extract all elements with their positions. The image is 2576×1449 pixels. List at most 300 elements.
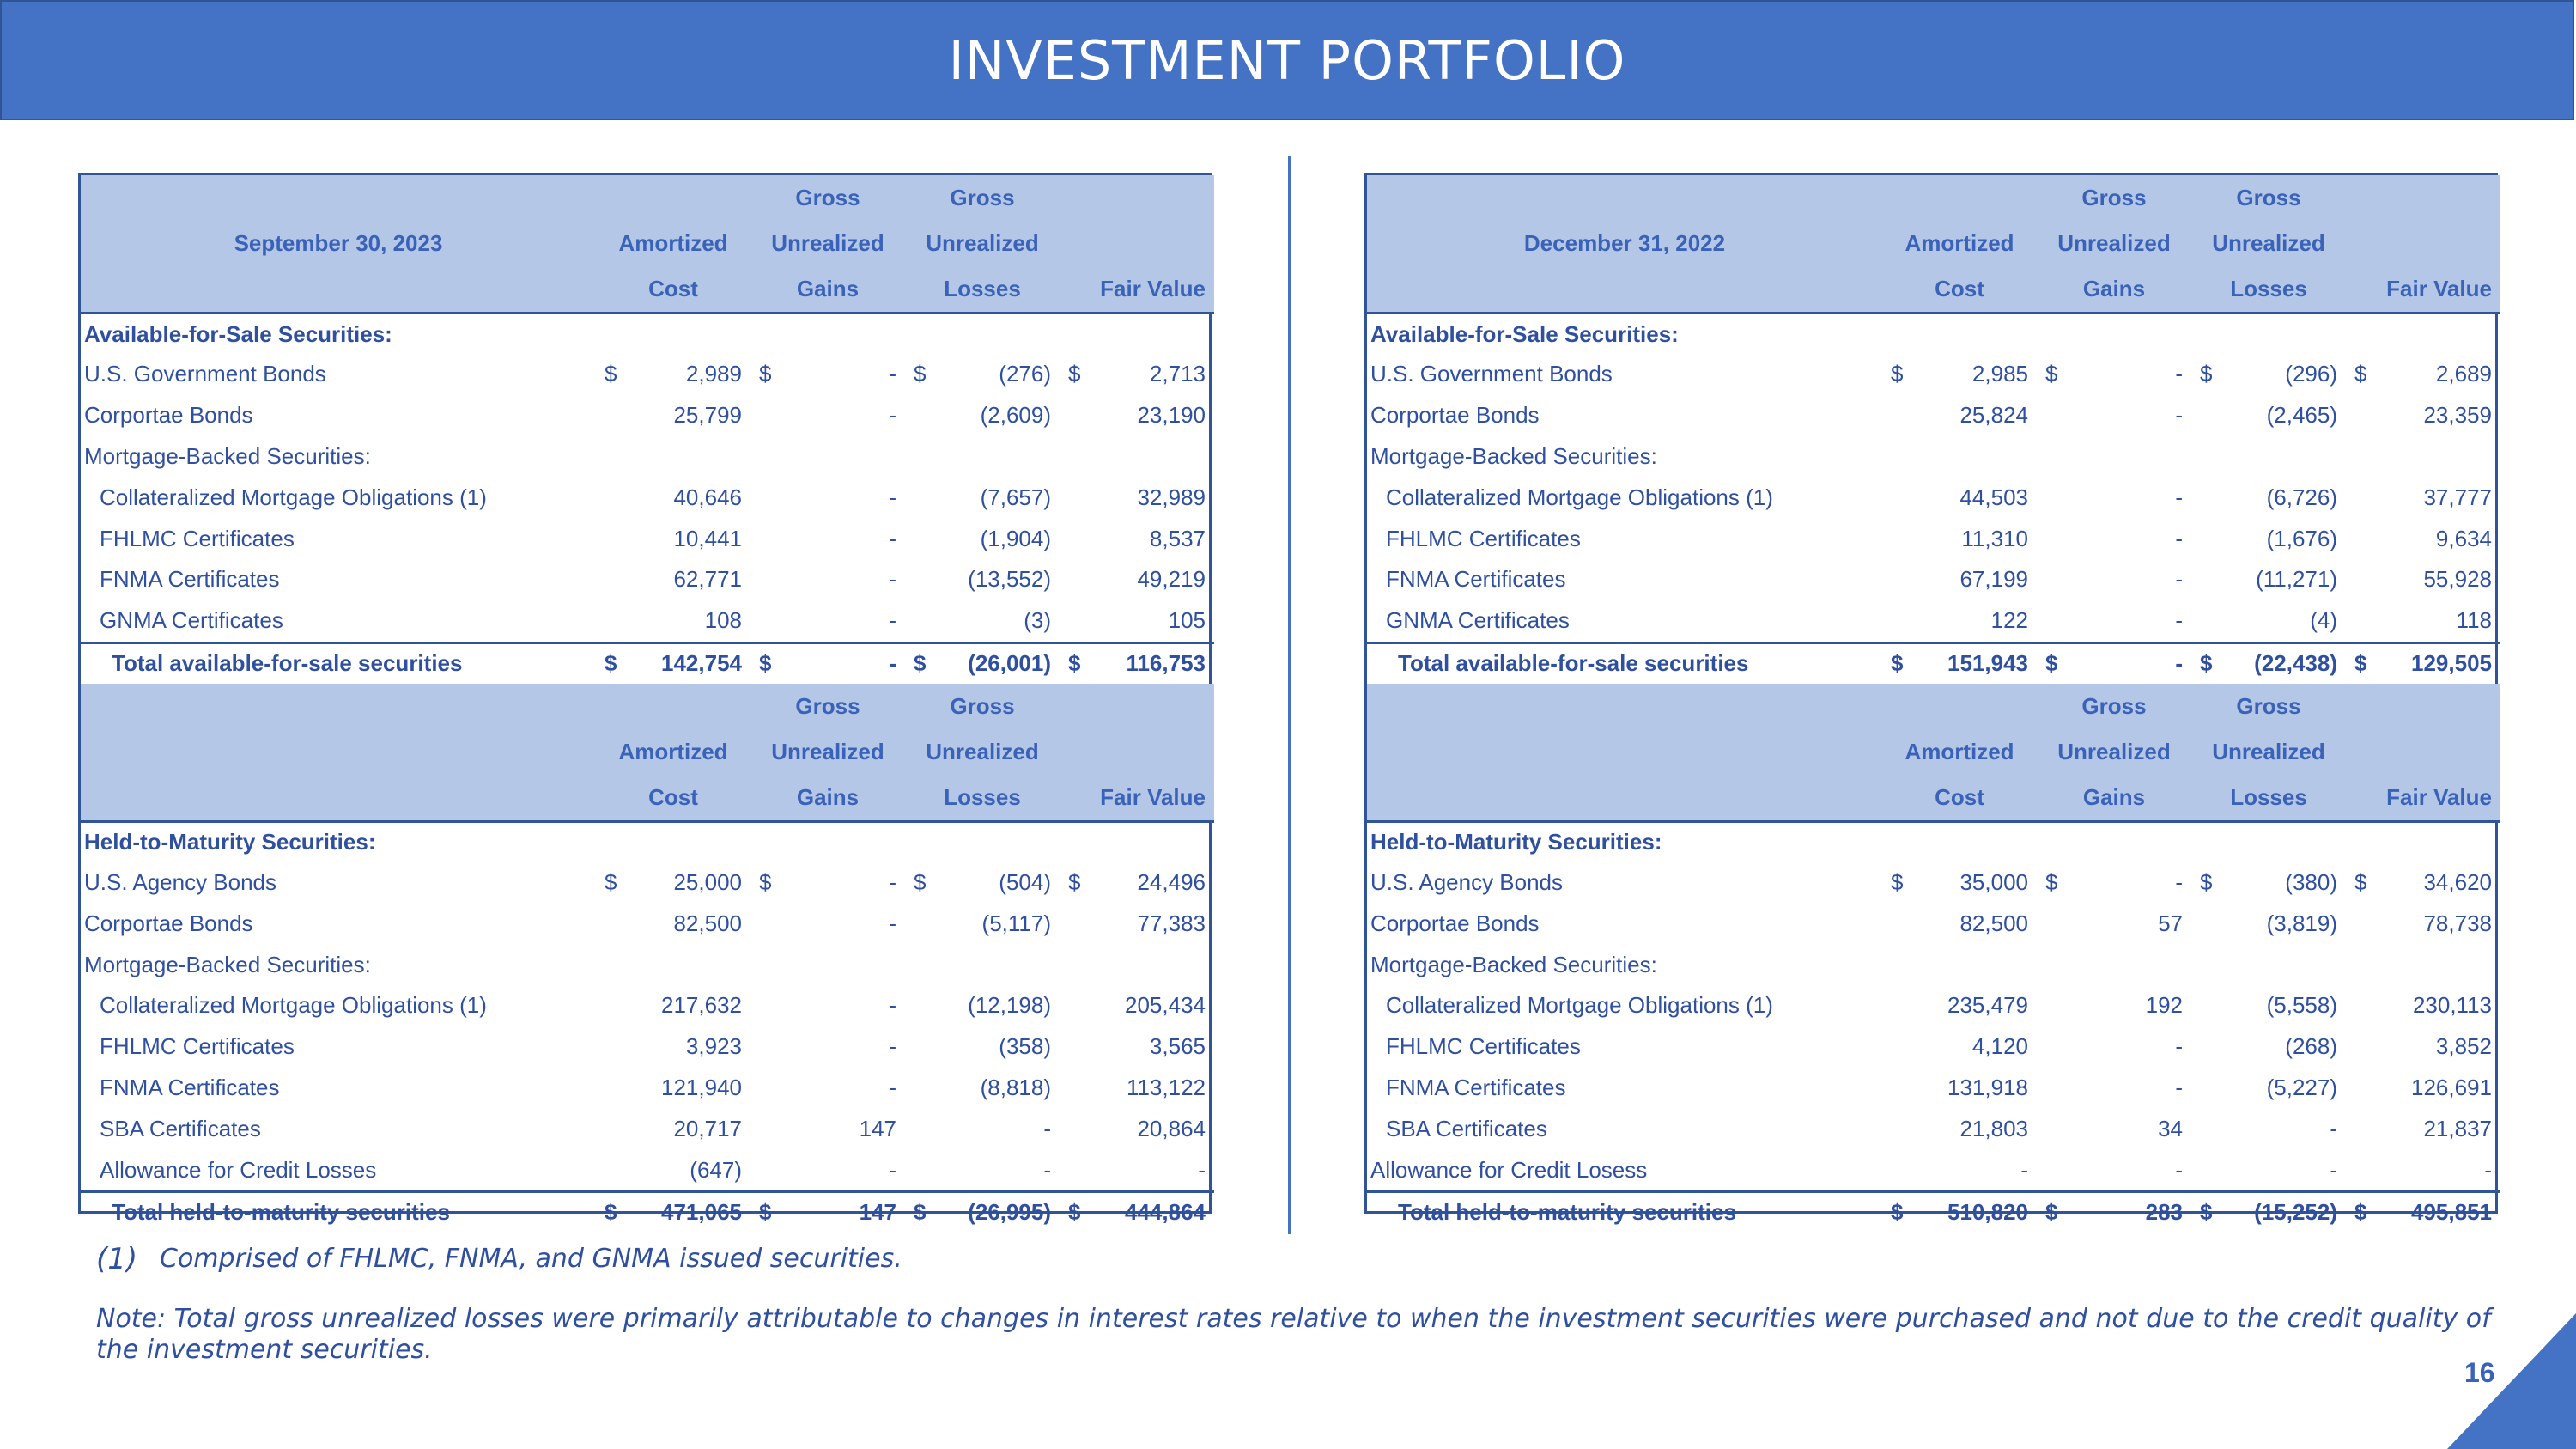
fair-value xyxy=(1060,985,1214,1026)
amortized-cost-value: 4,120 xyxy=(1971,1033,2028,1060)
section-heading: Available-for-Sale Securities: xyxy=(1370,320,1679,347)
unrealized-gains-value: - xyxy=(889,361,896,387)
row-label: GNMA Certificates xyxy=(100,607,283,634)
table-december-2022 xyxy=(1364,173,2498,1226)
fair-value xyxy=(1060,559,1214,600)
unrealized-gains xyxy=(2037,862,2191,904)
unrealized-gains xyxy=(750,518,905,559)
fair-value-value: 230,113 xyxy=(2412,992,2492,1019)
dollar-sign: $ xyxy=(759,1199,772,1226)
table-row xyxy=(81,559,1214,600)
unrealized-losses xyxy=(905,1108,1060,1149)
column-header xyxy=(1882,684,2037,729)
total-unrealized-losses xyxy=(905,1191,1060,1233)
amortized-cost xyxy=(1882,985,2037,1026)
unrealized-losses xyxy=(905,903,1060,944)
amortized-cost-value: 62,771 xyxy=(673,566,742,593)
row-label: Mortgage-Backed Securities: xyxy=(1370,442,1657,469)
column-header: Amortized xyxy=(1882,729,2037,775)
unrealized-gains xyxy=(2037,1108,2191,1149)
row-label: Collateralized Mortgage Obligations (1) xyxy=(100,484,487,510)
unrealized-gains xyxy=(2037,1068,2191,1109)
table-row xyxy=(1367,1026,2500,1068)
fair-value xyxy=(2346,436,2500,478)
fair-value xyxy=(2346,985,2500,1026)
unrealized-gains-value: - xyxy=(2175,484,2183,510)
amortized-cost xyxy=(596,600,750,642)
column-header xyxy=(2346,221,2500,266)
total-unrealized-losses xyxy=(905,642,1060,684)
dollar-sign: $ xyxy=(2045,1199,2058,1226)
unrealized-gains xyxy=(2037,1026,2191,1068)
unrealized-losses xyxy=(2191,600,2346,642)
total-label: Total available-for-sale securities xyxy=(81,642,596,684)
column-header: Losses xyxy=(2191,775,2346,822)
unrealized-gains-value: - xyxy=(889,607,896,634)
row-label: FHLMC Certificates xyxy=(1386,1033,1581,1060)
total-unrealized-losses-value: (15,252) xyxy=(2254,1199,2337,1226)
column-header: Gross xyxy=(750,175,905,221)
table-row xyxy=(1367,862,2500,904)
column-header: Unrealized xyxy=(905,729,1060,775)
total-row xyxy=(81,642,1214,684)
row-label: Collateralized Mortgage Obligations (1) xyxy=(1386,992,1773,1019)
amortized-cost-value: 108 xyxy=(704,607,742,634)
unrealized-losses xyxy=(905,862,1060,904)
unrealized-losses xyxy=(2191,903,2346,944)
unrealized-gains xyxy=(750,395,905,436)
header-label-cell xyxy=(81,729,596,775)
column-header xyxy=(2346,684,2500,729)
amortized-cost-value: 3,923 xyxy=(685,1033,742,1060)
column-header: Unrealized xyxy=(750,729,905,775)
row-label: Corportae Bonds xyxy=(1370,910,1540,936)
amortized-cost xyxy=(596,354,750,395)
unrealized-losses-value: (1,676) xyxy=(2266,525,2337,551)
fair-value-value: 2,713 xyxy=(1149,361,1206,387)
unrealized-losses-value: (358) xyxy=(999,1033,1051,1060)
dollar-sign: $ xyxy=(2200,361,2213,387)
unrealized-gains-value: 57 xyxy=(2158,910,2183,936)
fair-value-value: 23,190 xyxy=(1137,402,1206,429)
amortized-cost-value: 131,918 xyxy=(1947,1074,2028,1100)
fair-value-value: - xyxy=(1198,1156,1206,1183)
total-unrealized-gains xyxy=(2037,1191,2191,1233)
unrealized-losses xyxy=(905,395,1060,436)
table-row xyxy=(1367,903,2500,944)
unrealized-losses xyxy=(2191,518,2346,559)
row-label: GNMA Certificates xyxy=(1386,607,1570,634)
unrealized-losses-value: - xyxy=(1043,1156,1051,1183)
total-fair-value xyxy=(2346,642,2500,684)
fair-value-value: 9,634 xyxy=(2435,525,2492,551)
fair-value xyxy=(2346,944,2500,985)
unrealized-gains-value: - xyxy=(2175,402,2183,429)
unrealized-losses xyxy=(2191,985,2346,1026)
unrealized-losses xyxy=(905,944,1060,985)
fair-value-value: 37,777 xyxy=(2423,484,2492,510)
unrealized-gains xyxy=(2037,477,2191,518)
total-label: Total available-for-sale securities xyxy=(1367,642,1882,684)
amortized-cost-value: - xyxy=(2020,1156,2028,1183)
fair-value xyxy=(1060,1026,1214,1068)
dollar-sign: $ xyxy=(2354,868,2367,895)
dollar-sign: $ xyxy=(2045,650,2058,677)
fair-value xyxy=(2346,862,2500,904)
fair-value xyxy=(1060,862,1214,904)
table-row xyxy=(1367,1108,2500,1149)
unrealized-gains xyxy=(2037,903,2191,944)
unrealized-gains xyxy=(2037,354,2191,395)
unrealized-losses xyxy=(905,354,1060,395)
total-fair-value-value: 495,851 xyxy=(2411,1199,2492,1226)
unrealized-gains xyxy=(750,559,905,600)
column-header: Losses xyxy=(2191,266,2346,314)
unrealized-gains-value: 192 xyxy=(2145,992,2183,1019)
dollar-sign: $ xyxy=(914,868,927,895)
total-amortized-cost-value: 471,065 xyxy=(661,1199,742,1226)
column-header: Amortized xyxy=(1882,221,2037,266)
row-label: FNMA Certificates xyxy=(1386,1074,1566,1100)
unrealized-gains xyxy=(750,436,905,478)
amortized-cost xyxy=(1882,395,2037,436)
dollar-sign: $ xyxy=(2045,868,2058,895)
dollar-sign: $ xyxy=(1891,868,1904,895)
amortized-cost-value: 21,803 xyxy=(1959,1115,2028,1142)
amortized-cost-value: 25,824 xyxy=(1959,402,2028,429)
unrealized-losses-value: (5,558) xyxy=(2266,992,2337,1019)
dollar-sign: $ xyxy=(914,650,927,677)
row-label: Corportae Bonds xyxy=(84,910,253,936)
total-unrealized-losses-value: (26,995) xyxy=(968,1199,1051,1226)
row-label: Allowance for Credit Losses xyxy=(100,1156,377,1183)
total-unrealized-gains-value: - xyxy=(2175,650,2183,677)
column-header xyxy=(1060,221,1214,266)
page-title: INVESTMENT PORTFOLIO xyxy=(948,28,1626,92)
column-header xyxy=(2346,175,2500,221)
amortized-cost xyxy=(596,477,750,518)
unrealized-gains-value: - xyxy=(889,1074,896,1100)
fair-value xyxy=(1060,600,1214,642)
dollar-sign: $ xyxy=(2354,361,2367,387)
unrealized-losses xyxy=(2191,559,2346,600)
column-header xyxy=(1060,175,1214,221)
unrealized-losses-value: (1,904) xyxy=(980,525,1051,551)
fair-value xyxy=(2346,559,2500,600)
amortized-cost xyxy=(1882,903,2037,944)
unrealized-losses xyxy=(2191,1026,2346,1068)
unrealized-losses-value: (5,227) xyxy=(2266,1074,2337,1100)
header-label-cell xyxy=(81,684,596,729)
unrealized-gains-value: - xyxy=(889,1033,896,1060)
table-row xyxy=(1367,559,2500,600)
unrealized-gains xyxy=(2037,518,2191,559)
total-unrealized-losses-value: (26,001) xyxy=(968,650,1051,677)
column-header: Cost xyxy=(596,266,750,314)
table-row xyxy=(81,1108,1214,1149)
amortized-cost xyxy=(1882,477,2037,518)
fair-value xyxy=(1060,518,1214,559)
dollar-sign: $ xyxy=(605,361,617,387)
amortized-cost-value: 82,500 xyxy=(673,910,742,936)
fair-value xyxy=(1060,1068,1214,1109)
table-row xyxy=(81,862,1214,904)
section-heading: Held-to-Maturity Securities: xyxy=(1370,829,1662,855)
unrealized-losses-value: (268) xyxy=(2285,1033,2337,1060)
dollar-sign: $ xyxy=(605,1199,617,1226)
unrealized-gains xyxy=(750,354,905,395)
row-label: FHLMC Certificates xyxy=(1386,525,1581,551)
amortized-cost xyxy=(596,1149,750,1191)
amortized-cost-value: 235,479 xyxy=(1947,992,2028,1019)
amortized-cost-value: 44,503 xyxy=(1959,484,2028,510)
column-header: Amortized xyxy=(596,729,750,775)
column-header: Amortized xyxy=(596,221,750,266)
total-unrealized-losses xyxy=(2191,642,2346,684)
column-header: Unrealized xyxy=(2037,221,2191,266)
total-label: Total held-to-maturity securities xyxy=(1367,1191,1882,1233)
fair-value-value: 21,837 xyxy=(2423,1115,2492,1142)
amortized-cost-value: 122 xyxy=(1990,607,2028,634)
amortized-cost xyxy=(1882,862,2037,904)
unrealized-gains xyxy=(750,903,905,944)
table-row xyxy=(1367,436,2500,478)
table-row xyxy=(81,1026,1214,1068)
unrealized-gains-value: - xyxy=(889,868,896,895)
row-label: Mortgage-Backed Securities: xyxy=(1370,951,1657,977)
fair-value xyxy=(1060,1108,1214,1149)
unrealized-losses xyxy=(2191,1108,2346,1149)
column-header: Unrealized xyxy=(2191,729,2346,775)
fair-value xyxy=(1060,903,1214,944)
total-unrealized-gains xyxy=(750,1191,905,1233)
unrealized-losses xyxy=(905,436,1060,478)
column-header: Gains xyxy=(2037,775,2191,822)
fair-value xyxy=(2346,600,2500,642)
dollar-sign: $ xyxy=(759,868,772,895)
unrealized-losses-value: - xyxy=(2330,1115,2337,1142)
unrealized-gains xyxy=(2037,985,2191,1026)
table-row xyxy=(81,600,1214,642)
unrealized-gains-value: - xyxy=(889,992,896,1019)
unrealized-losses-value: (380) xyxy=(2285,868,2337,895)
amortized-cost xyxy=(1882,1026,2037,1068)
table-row xyxy=(81,1149,1214,1191)
table-row xyxy=(81,436,1214,478)
unrealized-losses-value: (5,117) xyxy=(981,910,1051,936)
fair-value-value: 113,122 xyxy=(1126,1074,1206,1100)
total-row xyxy=(81,1191,1214,1233)
header-label-cell xyxy=(1367,175,1882,221)
fair-value xyxy=(1060,1149,1214,1191)
total-fair-value-value: 444,864 xyxy=(1125,1199,1206,1226)
row-label: U.S. Government Bonds xyxy=(1370,361,1613,387)
total-amortized-cost-value: 142,754 xyxy=(661,650,742,677)
unrealized-gains xyxy=(750,944,905,985)
total-fair-value xyxy=(2346,1191,2500,1233)
fair-value xyxy=(1060,354,1214,395)
column-header: Losses xyxy=(905,266,1060,314)
footnote-text: Comprised of FHLMC, FNMA, and GNMA issued securities. xyxy=(160,1244,902,1274)
fair-value xyxy=(2346,354,2500,395)
header-label-cell xyxy=(1367,266,1882,314)
dollar-sign: $ xyxy=(759,361,772,387)
unrealized-losses xyxy=(905,518,1060,559)
dollar-sign: $ xyxy=(914,1199,927,1226)
fair-value xyxy=(2346,1149,2500,1191)
row-label: Mortgage-Backed Securities: xyxy=(84,951,371,977)
footnote-number: (1) xyxy=(96,1242,138,1276)
fair-value-value: 105 xyxy=(1168,607,1206,634)
header-label-cell: December 31, 2022 xyxy=(1367,221,1882,266)
fair-value-value: 126,691 xyxy=(2411,1074,2492,1100)
column-header: Fair Value xyxy=(1060,266,1214,314)
unrealized-gains xyxy=(2037,395,2191,436)
table-row xyxy=(1367,518,2500,559)
fair-value-value: 32,989 xyxy=(1137,484,1206,510)
unrealized-gains xyxy=(750,1026,905,1068)
unrealized-losses xyxy=(905,1149,1060,1191)
column-header: Fair Value xyxy=(2346,266,2500,314)
unrealized-gains-value: - xyxy=(2175,361,2183,387)
unrealized-losses-value: (504) xyxy=(999,868,1051,895)
unrealized-losses-value: (296) xyxy=(2285,361,2337,387)
header-label-cell xyxy=(81,175,596,221)
column-header: Cost xyxy=(596,775,750,822)
unrealized-gains xyxy=(750,1149,905,1191)
column-header: Unrealized xyxy=(2191,221,2346,266)
unrealized-losses xyxy=(2191,395,2346,436)
amortized-cost-value: 20,717 xyxy=(673,1115,742,1142)
unrealized-losses-value: (6,726) xyxy=(2266,484,2337,510)
dollar-sign: $ xyxy=(759,650,772,677)
fair-value xyxy=(1060,477,1214,518)
column-header: Fair Value xyxy=(1060,775,1214,822)
table-row xyxy=(1367,1149,2500,1191)
amortized-cost xyxy=(1882,354,2037,395)
unrealized-gains xyxy=(2037,600,2191,642)
dollar-sign: $ xyxy=(1068,650,1081,677)
unrealized-gains xyxy=(2037,1149,2191,1191)
column-header: Cost xyxy=(1882,266,2037,314)
total-amortized-cost xyxy=(596,1191,750,1233)
fair-value xyxy=(2346,1108,2500,1149)
unrealized-losses xyxy=(905,985,1060,1026)
amortized-cost-value: 11,310 xyxy=(1961,525,2028,551)
amortized-cost xyxy=(1882,518,2037,559)
column-header: Gross xyxy=(2191,684,2346,729)
total-fair-value-value: 116,753 xyxy=(1126,650,1206,677)
column-header: Fair Value xyxy=(2346,775,2500,822)
row-label: Collateralized Mortgage Obligations (1) xyxy=(100,992,487,1019)
unrealized-losses xyxy=(2191,436,2346,478)
row-label: FNMA Certificates xyxy=(100,1074,280,1100)
amortized-cost xyxy=(596,518,750,559)
amortized-cost-value: 2,989 xyxy=(685,361,742,387)
fair-value xyxy=(1060,944,1214,985)
unrealized-gains-value: - xyxy=(2175,1156,2183,1183)
column-header: Losses xyxy=(905,775,1060,822)
table-september-2023 xyxy=(78,173,1212,1226)
unrealized-losses-value: (13,552) xyxy=(968,566,1051,593)
amortized-cost xyxy=(596,985,750,1026)
unrealized-gains-value: - xyxy=(889,1156,896,1183)
amortized-cost xyxy=(596,862,750,904)
title-banner xyxy=(0,0,2574,120)
unrealized-losses-value: (11,271) xyxy=(2256,566,2337,593)
total-amortized-cost-value: 510,820 xyxy=(1947,1199,2028,1226)
table-row xyxy=(81,985,1214,1026)
unrealized-gains-value: - xyxy=(889,566,896,593)
fair-value xyxy=(2346,518,2500,559)
fair-value xyxy=(1060,436,1214,478)
column-header: Gross xyxy=(905,175,1060,221)
dollar-sign: $ xyxy=(2200,868,2213,895)
total-amortized-cost xyxy=(1882,642,2037,684)
fair-value-value: 78,738 xyxy=(2423,910,2492,936)
amortized-cost-value: 82,500 xyxy=(1959,910,2028,936)
fair-value-value: 3,852 xyxy=(2435,1033,2492,1060)
amortized-cost xyxy=(596,559,750,600)
row-label: FNMA Certificates xyxy=(100,566,280,593)
unrealized-losses-value: - xyxy=(2330,1156,2337,1183)
column-header: Gross xyxy=(2191,175,2346,221)
fair-value-value: 77,383 xyxy=(1137,910,1206,936)
table-row xyxy=(81,903,1214,944)
column-header: Unrealized xyxy=(750,221,905,266)
table-row xyxy=(1367,354,2500,395)
unrealized-losses xyxy=(2191,1068,2346,1109)
unrealized-gains-value: - xyxy=(889,910,896,936)
unrealized-losses xyxy=(905,1026,1060,1068)
column-header: Gross xyxy=(2037,175,2191,221)
column-header: Gains xyxy=(2037,266,2191,314)
section-heading: Held-to-Maturity Securities: xyxy=(84,829,376,855)
table-row xyxy=(1367,477,2500,518)
column-header: Unrealized xyxy=(2037,729,2191,775)
fair-value-value: 205,434 xyxy=(1125,992,1206,1019)
row-label: Collateralized Mortgage Obligations (1) xyxy=(1386,484,1773,510)
unrealized-losses-value: (12,198) xyxy=(968,992,1051,1019)
column-header xyxy=(596,175,750,221)
column-header xyxy=(2346,729,2500,775)
unrealized-gains-value: - xyxy=(889,525,896,551)
amortized-cost-value: 217,632 xyxy=(661,992,742,1019)
unrealized-losses-value: (8,818) xyxy=(980,1074,1051,1100)
fair-value-value: 8,537 xyxy=(1149,525,1206,551)
row-label: U.S. Agency Bonds xyxy=(1370,868,1564,895)
table-row xyxy=(1367,944,2500,985)
column-header: Cost xyxy=(1882,775,2037,822)
fair-value-value: 49,219 xyxy=(1137,566,1206,593)
unrealized-gains xyxy=(750,985,905,1026)
unrealized-losses xyxy=(2191,354,2346,395)
amortized-cost-value: 40,646 xyxy=(673,484,742,510)
header-label-cell xyxy=(1367,775,1882,822)
amortized-cost xyxy=(596,436,750,478)
fair-value xyxy=(2346,477,2500,518)
amortized-cost-value: 67,199 xyxy=(1959,566,2028,593)
total-unrealized-gains-value: 147 xyxy=(859,1199,896,1226)
unrealized-gains xyxy=(750,477,905,518)
unrealized-gains xyxy=(2037,944,2191,985)
amortized-cost-value: (647) xyxy=(690,1156,742,1183)
row-label: Corportae Bonds xyxy=(84,402,253,429)
header-label-cell xyxy=(1367,729,1882,775)
fair-value-value: 3,565 xyxy=(1149,1033,1206,1060)
dollar-sign: $ xyxy=(1891,1199,1904,1226)
total-unrealized-losses xyxy=(2191,1191,2346,1233)
